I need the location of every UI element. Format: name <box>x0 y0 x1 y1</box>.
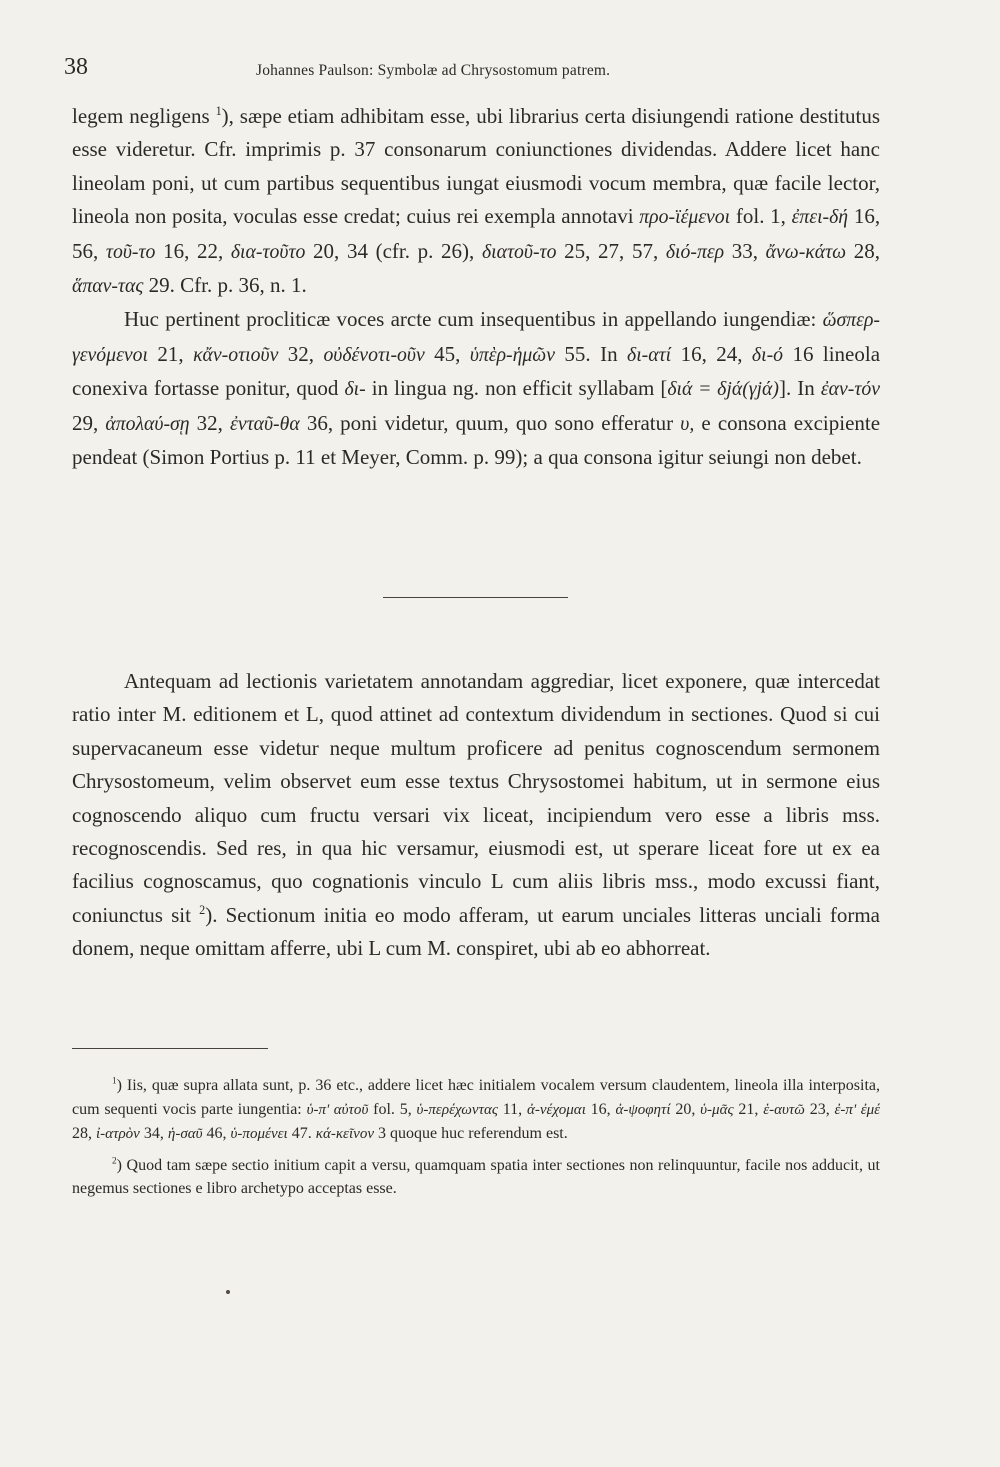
greek-example: ἑ-αυτῶ <box>763 1101 805 1118</box>
text-run: 29. Cfr. p. 36, n. 1. <box>148 273 307 298</box>
footnotes <box>72 1074 880 1208</box>
text-run: 32, <box>287 341 315 366</box>
greek-example: κἄν-οτιοῦν <box>193 343 279 366</box>
greek-example: τοῦ-το <box>105 240 156 263</box>
greek-example: δια-τοῦτο <box>230 240 306 263</box>
text-run: Antequam ad lectionis varietatem annotandam aggrediar, licet exponere, quæ intercedat ratio inter M. editionem et L, quod attinet ad contextum dividendum in sectiones. Quod si cui supervacaneum esse videtur neque multum proficere ad penitus cognoscendum sermonem Chrysostomeum, velim observet eum esse textus Chrysostomei habitum, ut in sermone eius cognoscendo aliquo cum fructu versari vix liceat, incipiendum vero esse a libris mss. recognoscendis. Sed res, in qua hic versamur, eiusmodi est, ut sperare liceat fore ut ex ea facilius cognoscamus, quo cognationis vinculo L cum aliis libris mss., modo excussi fiant, coniunctus sit <box>72 669 880 927</box>
greek-example: ὑ-περέχωντας <box>416 1101 498 1118</box>
text-run: legem negligens <box>72 104 210 128</box>
text-run: Huc pertinent procliticæ voces arcte cum insequentibus in appellando iungendiæ: <box>124 307 817 332</box>
page-number: 38 <box>64 54 88 80</box>
text-run: 46, <box>206 1125 227 1142</box>
text-run: 21, <box>738 1100 759 1118</box>
footnote-1 <box>72 1074 880 1147</box>
greek-example: υ, <box>680 412 695 435</box>
paragraph-3 <box>72 665 880 966</box>
section-divider <box>383 597 568 598</box>
greek-example: διό-περ <box>665 240 725 263</box>
text-run: 20, <box>675 1100 696 1118</box>
greek-example: διατοῦ-το <box>481 240 557 263</box>
text-run: ]. In <box>778 376 815 401</box>
text-run: e consona excipiente pendeat (Simon Portius p. 11 et Meyer, Comm. p. 99); a qua consona igitur seiungi non debet. <box>72 410 881 470</box>
greek-example: ἐνταῦ-θα <box>230 412 300 435</box>
footnote-reference-1: 1 <box>215 104 222 118</box>
text-run: ) Iis, quæ supra allata sunt, p. 36 etc., addere licet hæc initialem vocalem versum claudentem, lineola illa interposita, cum sequenti vocis parte iungentia: <box>72 1077 880 1118</box>
text-run: 11, <box>502 1100 523 1118</box>
text-run: 36, poni videtur, quum, quo sono efferatur <box>306 410 674 435</box>
text-run: 33, <box>731 238 758 263</box>
paragraph-2 <box>72 303 880 474</box>
text-run: 34, <box>143 1125 164 1142</box>
body-section-1 <box>72 100 880 474</box>
greek-example: προ-ϊέμενοι <box>639 206 731 229</box>
greek-example: ἄνω-κάτω <box>765 240 847 263</box>
text-run: ), sæpe etiam adhibitam esse, ubi librarius certa disiungendi ratione destitutus esse videretur. Cfr. imprimis p. 37 consonarum coniunctiones dividendas. Addere licet hanc lineolam poni, ut cum partibus sequentibus iungat eiusmodi vocum membra, quæ facile lector, lineola non posita, voculas esse credat; cuius rei exempla annotavi <box>72 104 881 229</box>
greek-example: ἐ-π' ἐμέ <box>834 1101 881 1118</box>
greek-example: ἡ-σαῦ <box>167 1126 203 1142</box>
greek-example: ἰ-ατρὸν <box>96 1126 140 1142</box>
text-run: 21, <box>157 341 184 366</box>
text-run: 45, <box>434 341 461 366</box>
running-title: Johannes Paulson: Symbolæ ad Chrysostomum patrem. <box>256 62 611 79</box>
page-header <box>64 54 880 88</box>
text-run: 28, <box>72 1125 92 1142</box>
text-run: 47. <box>291 1125 312 1142</box>
greek-example: ἀπολαύ-σῃ <box>105 412 190 435</box>
text-run: in lingua ng. non efficit syllabam [ <box>371 376 668 401</box>
text-run: 32, <box>196 410 223 435</box>
footnote-separator <box>72 1048 268 1049</box>
text-run: 16 lineola conexiva fortasse ponitur, quod <box>72 341 881 401</box>
text-run: fol. 5, <box>373 1100 412 1118</box>
text-run: ). Sectionum initia eo modo afferam, ut earum unciales litteras unciali forma donem, neque omittam afferre, ubi L cum M. conspiret, ubi ab eo abhorreat. <box>72 902 880 961</box>
body-section-2 <box>72 665 880 966</box>
text-run: 16, 24, <box>680 341 743 366</box>
text-run: 3 quoque huc referendum est. <box>378 1125 568 1142</box>
greek-example: ὥσπερ-γενόμενοι <box>72 309 880 366</box>
text-run: 16, 22, <box>163 238 224 263</box>
footnote-marker: 1 <box>112 1076 117 1087</box>
greek-example: ὑ-μᾶς <box>700 1101 734 1118</box>
greek-example: ἐαν-τόν <box>820 378 881 401</box>
paragraph-1 <box>72 100 880 303</box>
greek-example: δι-ό <box>751 343 784 366</box>
greek-example: διά = δjά(γjά) <box>667 378 779 401</box>
footnote-marker: 2 <box>112 1156 117 1167</box>
greek-example: ὑπὲρ-ἡμῶν <box>469 343 555 366</box>
greek-example: δι-ατί <box>627 343 672 366</box>
text-run: 25, 27, 57, <box>564 238 659 263</box>
text-run: 55. In <box>564 341 618 366</box>
greek-example: ἀ-νέχομαι <box>526 1101 586 1118</box>
greek-example: κά-κεῖνον <box>315 1126 375 1142</box>
text-run: 16, 56, <box>72 204 881 263</box>
greek-example: δι- <box>344 378 366 401</box>
greek-example: ἅπαν-τας <box>72 275 144 298</box>
text-run: fol. 1, <box>735 204 786 229</box>
text-run: 29, <box>72 410 99 435</box>
greek-example: ἐπει-δή <box>791 206 849 229</box>
text-run: 16, <box>590 1100 611 1118</box>
footnote-reference-2: 2 <box>199 902 206 917</box>
text-run: 20, 34 (cfr. p. 26), <box>313 238 475 263</box>
text-run: ) Quod tam sæpe sectio initium capit a versu, quamquam spatia inter sectiones non relinquuntur, facile nos adducit, ut negemus sectiones e libro archetypo acceptas esse. <box>72 1156 880 1197</box>
greek-example: ἀ-ψοφητί <box>615 1101 671 1118</box>
greek-example: ὑ-πομένει <box>230 1126 288 1142</box>
text-run: 23, <box>809 1100 830 1118</box>
greek-example: οὐδένοτι-οῦν <box>323 343 425 366</box>
footnote-2 <box>72 1154 880 1201</box>
text-run: 28, <box>853 238 881 263</box>
ink-speck <box>226 1290 230 1294</box>
greek-example: ὑ-π' αὐτοῦ <box>306 1101 369 1118</box>
